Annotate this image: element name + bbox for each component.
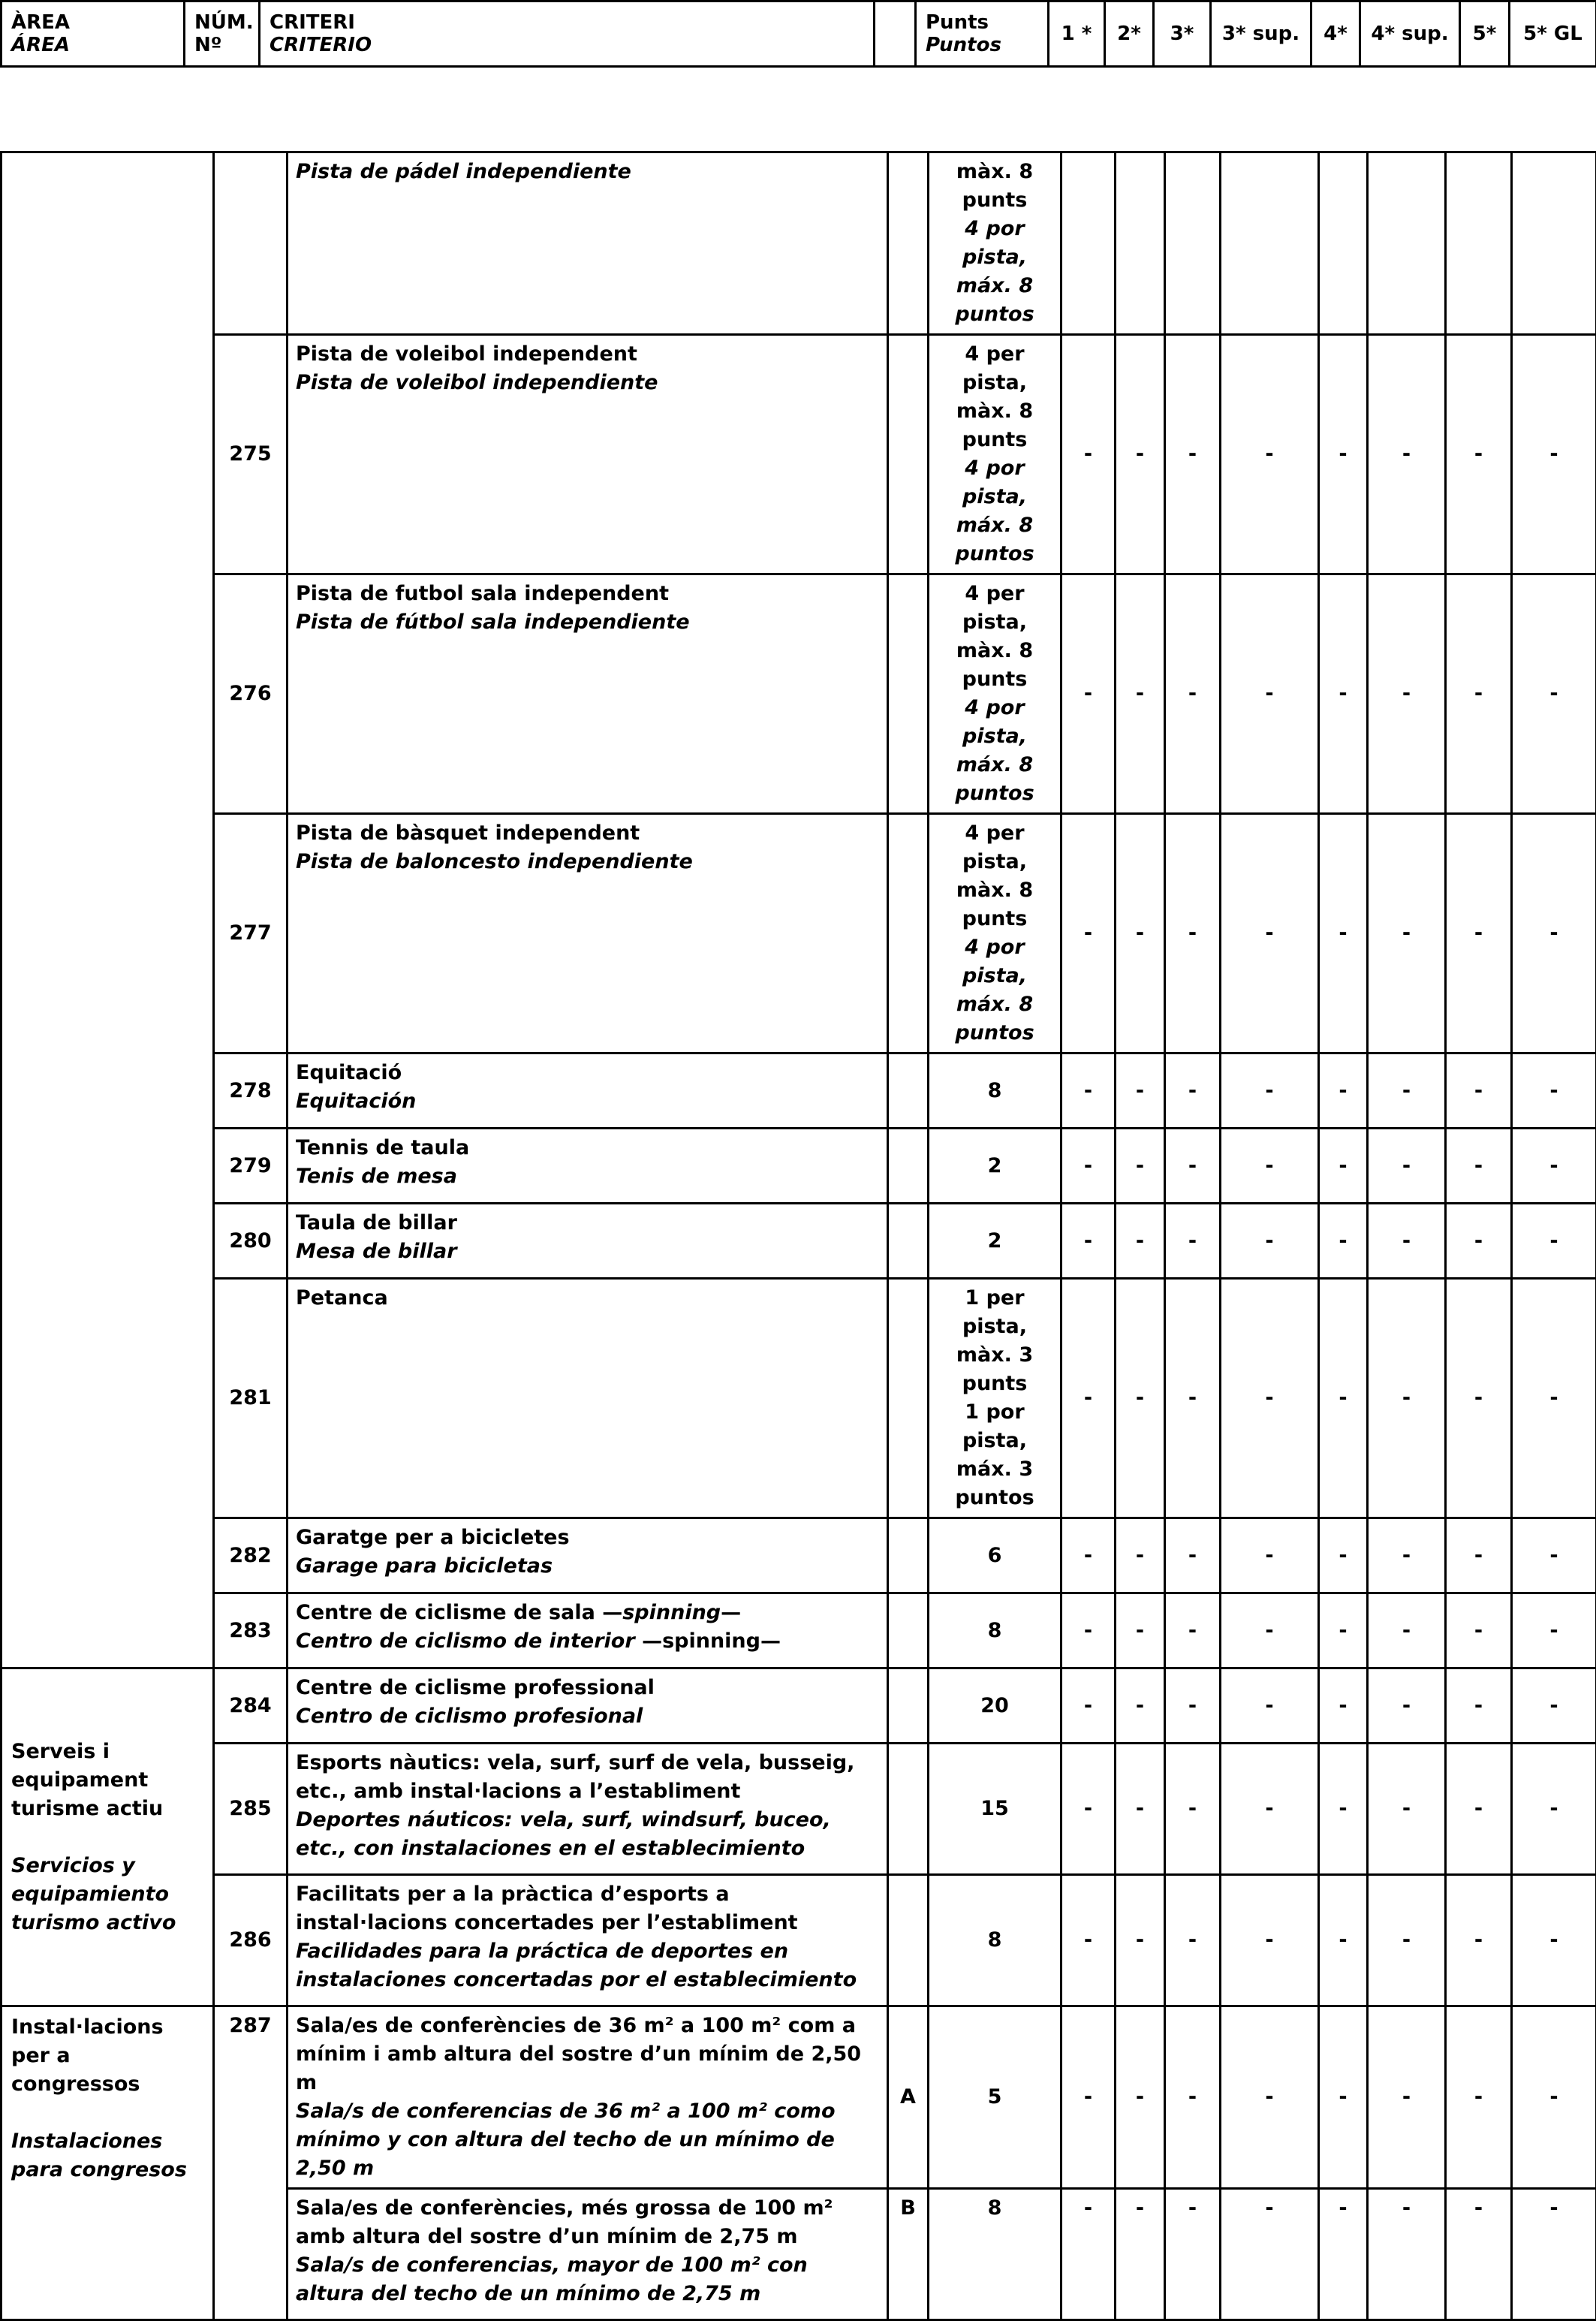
row-number: 284 bbox=[214, 1668, 288, 1744]
points-cell: 8 bbox=[929, 1053, 1061, 1129]
cat-value: - bbox=[1165, 1279, 1221, 1518]
cat-value: - bbox=[1368, 1204, 1446, 1279]
row-number: 279 bbox=[214, 1129, 288, 1204]
criteria-cell: Pista de pádel independiente bbox=[288, 152, 888, 335]
cat-value: - bbox=[1512, 1279, 1596, 1518]
cat-value: - bbox=[1512, 814, 1596, 1053]
cat-value: - bbox=[1512, 1129, 1596, 1204]
cat-value: - bbox=[1165, 1875, 1221, 2006]
cat-value: - bbox=[1116, 814, 1165, 1053]
cat-value: - bbox=[1221, 2189, 1319, 2320]
cat-value: - bbox=[1512, 1053, 1596, 1129]
cat-value: - bbox=[1319, 1279, 1368, 1518]
row-number: 286 bbox=[214, 1875, 288, 2006]
cat-value: - bbox=[1116, 1279, 1165, 1518]
cat-value: - bbox=[1165, 1593, 1221, 1668]
cat-value: - bbox=[1165, 1518, 1221, 1593]
cat-value: - bbox=[1319, 2006, 1368, 2189]
cat-value: - bbox=[1319, 1053, 1368, 1129]
criteria-letter bbox=[888, 1518, 929, 1593]
row-number: 280 bbox=[214, 1204, 288, 1279]
cat-value: - bbox=[1116, 1518, 1165, 1593]
cat-value: - bbox=[1319, 1518, 1368, 1593]
cat-value: - bbox=[1319, 1668, 1368, 1744]
row-number: 276 bbox=[214, 574, 288, 814]
cat-value bbox=[1512, 152, 1596, 335]
criteria-letter bbox=[888, 1593, 929, 1668]
criteria-letter bbox=[888, 1279, 929, 1518]
cat-value: - bbox=[1061, 1875, 1116, 2006]
table-row bbox=[2, 814, 1596, 1053]
cat-value: - bbox=[1116, 1744, 1165, 1875]
cat-value bbox=[1319, 152, 1368, 335]
criteria-letter bbox=[888, 335, 929, 574]
criteria-cell: Petanca bbox=[288, 1279, 888, 1518]
table-row bbox=[2, 152, 1596, 335]
criteria-cell: Pista de voleibol independent Pista de voleibol independiente bbox=[288, 335, 888, 574]
row-number: 278 bbox=[214, 1053, 288, 1129]
table-row bbox=[2, 1875, 1596, 2006]
cat-value: - bbox=[1446, 1668, 1512, 1744]
row-number: 282 bbox=[214, 1518, 288, 1593]
cat-value: - bbox=[1368, 1518, 1446, 1593]
cat-value: - bbox=[1165, 574, 1221, 814]
table-row bbox=[2, 1518, 1596, 1593]
cat-value: - bbox=[1368, 1593, 1446, 1668]
points-cell: màx. 8 punts 4 por pista, máx. 8 puntos bbox=[929, 152, 1061, 335]
criteria-cell: Esports nàutics: vela, surf, surf de vela, busseig, etc., amb instal·lacions a l’establiment Deportes náuticos: vela, surf, windsurf, buceo, etc., con instalaciones en el establecimiento bbox=[288, 1744, 888, 1875]
points-cell: 4 per pista, màx. 8 punts 4 por pista, máx. 8 puntos bbox=[929, 814, 1061, 1053]
criteria-rows bbox=[2, 152, 1596, 2320]
table-row bbox=[2, 1053, 1596, 1129]
points-header: Punts Puntos bbox=[916, 2, 1049, 67]
criteria-cell: Sala/es de conferències, més grossa de 100 m² amb altura del sostre d’un mínim de 2,75 m Sala/s de conferencias, mayor de 100 m² con altura del techo de un mínimo de 2,75 m bbox=[288, 2189, 888, 2320]
cat-value: - bbox=[1221, 1875, 1319, 2006]
points-cell: 15 bbox=[929, 1744, 1061, 1875]
cat-value: - bbox=[1165, 1668, 1221, 1744]
cat-header-4: 4* bbox=[1311, 2, 1360, 67]
cat-value bbox=[1221, 152, 1319, 335]
cat-value: - bbox=[1368, 335, 1446, 574]
criteria-cell: Sala/es de conferències de 36 m² a 100 m² com a mínim i amb altura del sostre d’un mínim de 2,50 m Sala/s de conferencias de 36 m² a 100 m² como mínimo y con altura del techo de un mínimo de 2,50 m bbox=[288, 2006, 888, 2189]
cat-value: - bbox=[1061, 1204, 1116, 1279]
cat-value: - bbox=[1165, 1204, 1221, 1279]
cat-value: - bbox=[1221, 1518, 1319, 1593]
cat-value bbox=[1165, 152, 1221, 335]
points-cell: 4 per pista, màx. 8 punts 4 por pista, máx. 8 puntos bbox=[929, 335, 1061, 574]
table-row bbox=[2, 1204, 1596, 1279]
cat-value: - bbox=[1116, 574, 1165, 814]
cat-value: - bbox=[1221, 1744, 1319, 1875]
points-cell: 1 per pista, màx. 3 punts 1 por pista, máx. 3 puntos bbox=[929, 1279, 1061, 1518]
table-row bbox=[2, 1744, 1596, 1875]
cat-value: - bbox=[1221, 1204, 1319, 1279]
points-cell: 2 bbox=[929, 1129, 1061, 1204]
cat-value: - bbox=[1446, 2189, 1512, 2320]
criteria-letter bbox=[888, 1668, 929, 1744]
criteria-letter bbox=[888, 1875, 929, 2006]
row-number: 287 bbox=[214, 2006, 288, 2320]
criteria-letter bbox=[888, 1053, 929, 1129]
cat-value: - bbox=[1061, 1518, 1116, 1593]
cat-value: - bbox=[1116, 1204, 1165, 1279]
criteria-cell: Pista de futbol sala independent Pista de fútbol sala independiente bbox=[288, 574, 888, 814]
cat-value: - bbox=[1061, 335, 1116, 574]
area-cell-active-tourism: Serveis i equipament turisme actiu Servicios y equipamiento turismo activo bbox=[2, 1668, 214, 2006]
criteria-cell: Equitació Equitación bbox=[288, 1053, 888, 1129]
cat-value: - bbox=[1446, 1875, 1512, 2006]
cat-value: - bbox=[1368, 1279, 1446, 1518]
cat-value: - bbox=[1446, 1279, 1512, 1518]
points-cell: 8 bbox=[929, 2189, 1061, 2320]
cat-value: - bbox=[1446, 574, 1512, 814]
cat-value: - bbox=[1116, 1053, 1165, 1129]
cat-value: - bbox=[1512, 1875, 1596, 2006]
cat-value bbox=[1061, 152, 1116, 335]
cat-value: - bbox=[1116, 1129, 1165, 1204]
row-number: 283 bbox=[214, 1593, 288, 1668]
cat-value: - bbox=[1061, 1593, 1116, 1668]
cat-value: - bbox=[1221, 335, 1319, 574]
row-number bbox=[214, 152, 288, 335]
criteria-header: CRITERI CRITERIO bbox=[260, 2, 875, 67]
cat-value bbox=[1116, 152, 1165, 335]
points-cell: 8 bbox=[929, 1593, 1061, 1668]
cat-value: - bbox=[1319, 1744, 1368, 1875]
criteria-letter bbox=[888, 1204, 929, 1279]
cat-value: - bbox=[1446, 1518, 1512, 1593]
cat-value: - bbox=[1116, 1875, 1165, 2006]
cat-value: - bbox=[1165, 1129, 1221, 1204]
row-number: 275 bbox=[214, 335, 288, 574]
criteria-cell: Facilitats per a la pràctica d’esports a instal·lacions concertades per l’establiment Facilidades para la práctica de deportes en instalaciones concertadas por el establecimiento bbox=[288, 1875, 888, 2006]
cat-value: - bbox=[1221, 574, 1319, 814]
criteria-cell: Taula de billar Mesa de billar bbox=[288, 1204, 888, 1279]
cat-value: - bbox=[1061, 1129, 1116, 1204]
cat-value: - bbox=[1446, 1744, 1512, 1875]
cat-value: - bbox=[1368, 1875, 1446, 2006]
points-cell: 20 bbox=[929, 1668, 1061, 1744]
cat-value: - bbox=[1446, 814, 1512, 1053]
cat-value: - bbox=[1368, 2006, 1446, 2189]
cat-value: - bbox=[1061, 1053, 1116, 1129]
cat-value: - bbox=[1061, 574, 1116, 814]
cat-value: - bbox=[1512, 1593, 1596, 1668]
letter-header bbox=[875, 2, 916, 67]
cat-value: - bbox=[1319, 1204, 1368, 1279]
row-number: 285 bbox=[214, 1744, 288, 1875]
table-row bbox=[2, 574, 1596, 814]
cat-value: - bbox=[1512, 1204, 1596, 1279]
cat-value: - bbox=[1116, 1668, 1165, 1744]
cat-header-3: 3* bbox=[1154, 2, 1211, 67]
header-table bbox=[0, 0, 1596, 68]
criteria-letter bbox=[888, 1744, 929, 1875]
criteria-cell: Pista de bàsquet independent Pista de baloncesto independiente bbox=[288, 814, 888, 1053]
cat-value: - bbox=[1061, 1279, 1116, 1518]
criteria-cell: Centre de ciclisme de sala —spinning— Centro de ciclismo de interior —spinning— bbox=[288, 1593, 888, 1668]
cat-value: - bbox=[1221, 1129, 1319, 1204]
cat-value: - bbox=[1446, 335, 1512, 574]
area-cell-continued bbox=[2, 152, 214, 1668]
cat-value: - bbox=[1512, 1668, 1596, 1744]
row-number: 281 bbox=[214, 1279, 288, 1518]
cat-value: - bbox=[1368, 1129, 1446, 1204]
cat-value: - bbox=[1368, 2189, 1446, 2320]
criteria-letter: A bbox=[888, 2006, 929, 2189]
area-cell-congress: Instal·lacions per a congressos Instalaciones para congresos bbox=[2, 2006, 214, 2320]
cat-header-3sup: 3* sup. bbox=[1211, 2, 1311, 67]
cat-value: - bbox=[1319, 2189, 1368, 2320]
header-row bbox=[2, 2, 1596, 67]
table-row bbox=[2, 1129, 1596, 1204]
cat-value: - bbox=[1221, 1279, 1319, 1518]
cat-value: - bbox=[1165, 1744, 1221, 1875]
cat-value: - bbox=[1319, 1875, 1368, 2006]
cat-value: - bbox=[1319, 1593, 1368, 1668]
cat-value bbox=[1368, 152, 1446, 335]
cat-value: - bbox=[1368, 1744, 1446, 1875]
cat-value: - bbox=[1061, 2189, 1116, 2320]
cat-value: - bbox=[1512, 2006, 1596, 2189]
table-row bbox=[2, 1668, 1596, 1744]
criteria-table bbox=[0, 151, 1596, 2321]
criteria-letter bbox=[888, 152, 929, 335]
cat-value: - bbox=[1319, 335, 1368, 574]
cat-value: - bbox=[1061, 1744, 1116, 1875]
cat-value: - bbox=[1116, 2006, 1165, 2189]
cat-value: - bbox=[1165, 2189, 1221, 2320]
cat-header-2: 2* bbox=[1105, 2, 1154, 67]
criteria-letter bbox=[888, 574, 929, 814]
cat-value: - bbox=[1368, 814, 1446, 1053]
cat-value: - bbox=[1116, 335, 1165, 574]
cat-value: - bbox=[1319, 574, 1368, 814]
cat-value: - bbox=[1512, 2189, 1596, 2320]
cat-value: - bbox=[1221, 1668, 1319, 1744]
cat-value: - bbox=[1368, 1668, 1446, 1744]
points-cell: 2 bbox=[929, 1204, 1061, 1279]
table-row bbox=[2, 1279, 1596, 1518]
area-header: ÀREA ÁREA bbox=[2, 2, 185, 67]
cat-value: - bbox=[1165, 335, 1221, 574]
criteria-letter bbox=[888, 814, 929, 1053]
points-cell: 4 per pista, màx. 8 punts 4 por pista, máx. 8 puntos bbox=[929, 574, 1061, 814]
cat-value: - bbox=[1446, 1204, 1512, 1279]
table-row bbox=[2, 335, 1596, 574]
cat-value: - bbox=[1165, 2006, 1221, 2189]
criteria-cell: Centre de ciclisme professional Centro de ciclismo profesional bbox=[288, 1668, 888, 1744]
points-cell: 5 bbox=[929, 2006, 1061, 2189]
cat-value: - bbox=[1512, 1744, 1596, 1875]
cat-value: - bbox=[1446, 1593, 1512, 1668]
cat-value: - bbox=[1221, 2006, 1319, 2189]
cat-header-4sup: 4* sup. bbox=[1360, 2, 1460, 67]
cat-value: - bbox=[1061, 814, 1116, 1053]
criteria-letter bbox=[888, 1129, 929, 1204]
cat-value: - bbox=[1165, 1053, 1221, 1129]
points-cell: 6 bbox=[929, 1518, 1061, 1593]
table-row bbox=[2, 1593, 1596, 1668]
cat-value: - bbox=[1512, 574, 1596, 814]
cat-value bbox=[1446, 152, 1512, 335]
cat-value: - bbox=[1221, 814, 1319, 1053]
row-number: 277 bbox=[214, 814, 288, 1053]
cat-value: - bbox=[1221, 1053, 1319, 1129]
cat-value: - bbox=[1446, 1129, 1512, 1204]
cat-value: - bbox=[1116, 1593, 1165, 1668]
criteria-cell: Garatge per a bicicletes Garage para bicicletas bbox=[288, 1518, 888, 1593]
num-header: NÚM. Nº bbox=[185, 2, 260, 67]
cat-value: - bbox=[1116, 2189, 1165, 2320]
criteria-letter: B bbox=[888, 2189, 929, 2320]
cat-value: - bbox=[1512, 335, 1596, 574]
cat-value: - bbox=[1319, 814, 1368, 1053]
cat-value: - bbox=[1446, 1053, 1512, 1129]
cat-value: - bbox=[1061, 2006, 1116, 2189]
cat-value: - bbox=[1512, 1518, 1596, 1593]
criteria-cell: Tennis de taula Tenis de mesa bbox=[288, 1129, 888, 1204]
cat-value: - bbox=[1368, 574, 1446, 814]
cat-header-5gl: 5* GL bbox=[1510, 2, 1596, 67]
cat-value: - bbox=[1368, 1053, 1446, 1129]
cat-header-5: 5* bbox=[1460, 2, 1510, 67]
cat-value: - bbox=[1446, 2006, 1512, 2189]
cat-value: - bbox=[1319, 1129, 1368, 1204]
cat-value: - bbox=[1221, 1593, 1319, 1668]
cat-header-1: 1 * bbox=[1049, 2, 1105, 67]
cat-value: - bbox=[1061, 1668, 1116, 1744]
cat-value: - bbox=[1165, 814, 1221, 1053]
table-row bbox=[2, 2006, 1596, 2189]
points-cell: 8 bbox=[929, 1875, 1061, 2006]
